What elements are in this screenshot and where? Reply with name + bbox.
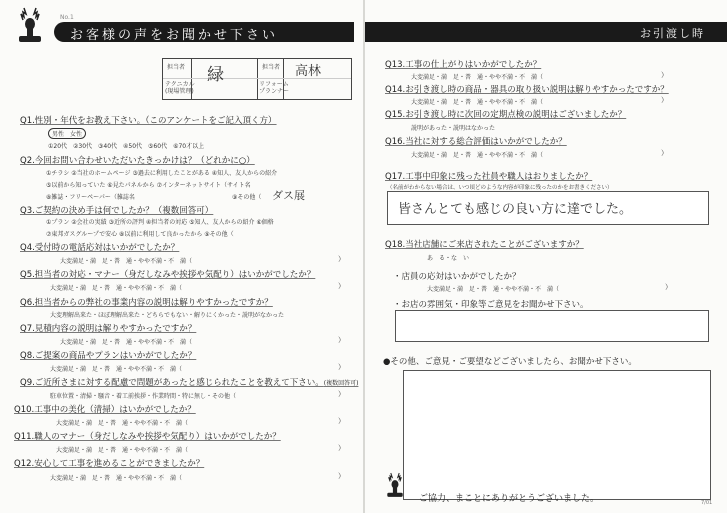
q12-rating[interactable]: 大変満足・満 足・普 通・やや不満・不 満（ (50, 475, 183, 482)
staff-label-reform: リフォーム プランナー (259, 81, 290, 95)
builder-staff-name: 高林 (295, 64, 322, 79)
q1-age[interactable]: ①20代 ②30代 ③40代 ④50代 ⑤60代 ⑥70才以上 (48, 143, 205, 150)
q1-label: Q1.性別・年代をお教え下さい。（このアンケートをご記入頂く方） (20, 116, 277, 126)
form-code: 7/01 (701, 500, 713, 506)
q6-label: Q6.担当者からの弊社の事業内容の説明は解りやすかったですか？ (20, 298, 273, 308)
q8-rating[interactable]: 大変満足・満 足・普 通・やや不満・不 満（ (50, 366, 183, 373)
q17-answer-box[interactable] (387, 191, 709, 225)
staff-label-code: テクニカル (現場管理) (165, 81, 195, 95)
q2-label: Q2.今回お問い合わせいただいたきっかけは？（どれかに○） (20, 156, 255, 166)
sales-staff-name: 緑 (207, 65, 224, 85)
q14-rating[interactable]: 大変満足・満 足・普 通・やや不満・不 満（ (411, 99, 544, 106)
q16-label: Q16.当社に対する総合評価はいかがでしたか？ (385, 137, 567, 147)
deer-logo-icon (381, 470, 409, 500)
right-header-bar (365, 22, 727, 42)
q8-label: Q8.ご提案の商品やプランはいかがでしたか？ (20, 351, 197, 361)
q3-label: Q3.ご契約の決め手は何でしたか？（複数回答可） (20, 206, 214, 216)
q9-rating[interactable]: 駐車位置・清掃・騒音・着工前挨拶・作業時間・特に無し・その他（ (50, 393, 237, 400)
q4-label: Q4.受付時の電話応対はいかがでしたか？ (20, 243, 180, 253)
q5-label: Q5.担当者の対応・マナー（身だしなみや挨拶や気配り）はいかがでしたか？ (20, 270, 316, 280)
right-page: お引渡し時 Q13.工事の仕上がりはいかがでしたか？ 大変満足・満 足・普 通・やや不満・不 満（ ） Q14.お引き渡し時の商品・器具の取り扱い説明は解りやすかったですか？ 大変満足・満 足・普 通・やや不満・不 満（ ） Q15.お引き渡し時に次回の定期点検の説明はございましたか？ 説明があった・説明はなかった Q16.当社に対する総合評価はいかがでしたか？ 大変満足・満 足・普 通・やや不満・不 満（ ） Q17.工事中印象に残った社員や職人はおりましたか？ （名前がわからない場合は、いつ頃どのような内容が印象に残ったのかをお書きください） 皆さんとても感じの良い方に達でした。 Q18.当社店舗にご来店されたことがございますか？ あ る・な い ・店員の応対はいかがでしたか？ 大変満足・満 足・普 通・やや不満・不 満（ ） ・お店の雰囲気・印象等ご意見をお聞かせ下さい。 ●その他、ご意見・ご要望などございましたら、お聞かせ下さい。 ご協力、まことにありがとうございました。 7/01 (365, 0, 727, 513)
q3-option-line[interactable]: ①プラン ②会社の実績 ③近所の評判 ④担当者の対応 ⑤知人、友人からの紹介 ⑥価格 (46, 219, 274, 226)
other-comments-label: ●その他、ご意見・ご要望などございましたら、お聞かせ下さい。 (383, 357, 637, 367)
q2-option-line[interactable]: ⑨その他（ (232, 194, 262, 201)
store-atmosphere-box[interactable] (395, 310, 709, 342)
staff-table (162, 58, 352, 100)
title-banner (54, 22, 354, 42)
q5-rating[interactable]: 大変満足・満 足・普 通・やや不満・不 満（ (50, 285, 183, 292)
store-staff-rating[interactable]: 大変満足・満 足・普 通・やや不満・不 満（ (427, 286, 560, 293)
q15-rating[interactable]: 説明があった・説明はなかった (411, 125, 495, 132)
q17-label: Q17.工事中印象に残った社員や職人はおりましたか？ (385, 172, 593, 182)
q7-rating[interactable]: 大変満足・満 足・普 通・やや不満・不 満（ (60, 339, 193, 346)
q6-rating[interactable]: 大変理解出来た・ほぼ理解出来た・どちらでもない・解りにくかった・説明がなかった (50, 312, 284, 319)
deer-logo-icon (10, 6, 50, 44)
q16-rating[interactable]: 大変満足・満 足・普 通・やや不満・不 満（ (411, 152, 544, 159)
q11-label: Q11.職人のマナー（身だしなみや挨拶や気配り）はいかがでしたか？ (14, 432, 281, 442)
staff-label-builder: 担当者 (262, 64, 281, 71)
q2-option-line[interactable]: ①チラシ ②当社のホームページ ③過去に利用したことがある ④知人、友人からの紹介 (46, 170, 278, 177)
q10-rating[interactable]: 大変満足・満 足・普 通・やや不満・不 満（ (56, 420, 189, 427)
left-page: No.1 お客様の声をお聞かせ下さい 担当者 テクニカル (現場管理) 緑 担当者 リフォーム プランナー 高林 Q1.性別・年代をお教え下さい。（このアンケートをご記入頂く方） 男性 女性 ①20代 ②30代 ③40代 ④50代 ⑤60代 ⑥70才以上 Q2.今回お問い合わせいただいたきっかけは？（どれかに○） ①チラシ ②当社のホームページ ③過去に利用したことがある ④知人、友人からの紹介 ⑤以前から知っていた ⑥見たパネルから ⑦インターネットサイト（サイト名 ⑧雑誌・フリーペーパー（雑誌名 ⑨その他（ ダス展 Q3.ご契約の決め手は何でしたか？（複数回答可） ①プラン ②会社の実績 ③近所の評判 ④担当者の対応 ⑤知人、友人からの紹介 ⑥価格 ⑦東邦ガスグループで安心 ⑧以前に利用して良かったから ⑨その他（ Q4.受付時の電話応対はいかがでしたか？ 大変満足・満 足・普 通・やや不満・不 満（ ） Q5.担当者の対応・マナー（身だしなみや挨拶や気配り）はいかがでしたか？ 大変満足・満 足・普 通・やや不満・不 満（ ） Q6.担当者からの弊社の事業内容の説明は解りやすかったですか？ 大変理解出来た・ほぼ理解出来た・どちらでもない・解りにくかった・説明がなかった Q7.見積内容の説明は解りやすかったですか？ 大変満足・満 足・普 通・やや不満・不 満（ ） Q8.ご提案の商品やプランはいかがでしたか？ 大変満足・満 足・普 通・やや不満・不 満（ ） Q9.ご近所さまに対する配慮で問題があったと感じられたことを教えて下さい。(複数回答可) 駐車位置・清掃・騒音・着工前挨拶・作業時間・特に無し・その他（ ） Q10.工事中の美化（清掃）はいかがでしたか？ 大変満足・満 足・普 通・やや不満・不 満（ ） Q11.職人のマナー（身だしなみや挨拶や気配り）はいかがでしたか？ 大変満足・満 足・普 通・やや不満・不 満（ ） Q12.安心して工事を進めることができましたか？ 大変満足・満 足・普 通・やや不満・不 満（ ） (0, 0, 363, 513)
q15-label: Q15.お引き渡し時に次回の定期点検の説明はございましたか？ (385, 110, 627, 120)
q10-label: Q10.工事中の美化（清掃）はいかがでしたか？ (14, 405, 196, 415)
staff-label-sales: 担当者 (167, 64, 186, 71)
q3-option-line[interactable]: ⑦東邦ガスグループで安心 ⑧以前に利用して良かったから ⑨その他（ (46, 231, 234, 238)
q18-label: Q18.当社店舗にご来店されたことがございますか？ (385, 240, 584, 250)
q13-rating[interactable]: 大変満足・満 足・普 通・やや不満・不 満（ (411, 74, 544, 81)
thank-you-text: ご協力、まことにありがとうございました。 (419, 494, 600, 504)
store-atmosphere-question: ・お店の雰囲気・印象等ご意見をお聞かせ下さい。 (393, 300, 589, 310)
q2-option-line[interactable]: ⑤以前から知っていた ⑥見たパネルから ⑦インターネットサイト（サイト名 (46, 182, 251, 189)
q7-label: Q7.見積内容の説明は解りやすかったですか？ (20, 324, 197, 334)
q12-label: Q12.安心して工事を進めることができましたか？ (14, 459, 205, 469)
store-staff-question: ・店員の応対はいかがでしたか？ (393, 272, 521, 282)
q18-rating[interactable]: あ る・な い (427, 255, 470, 262)
other-comments-box[interactable] (403, 370, 711, 500)
q11-rating[interactable]: 大変満足・満 足・普 通・やや不満・不 満（ (56, 447, 189, 454)
page-number: No.1 (60, 14, 74, 21)
q9-label: Q9.ご近所さまに対する配慮で問題があったと感じられたことを教えて下さい。(複数回答可) (20, 378, 359, 388)
q14-label: Q14.お引き渡し時の商品・器具の取り扱い説明は解りやすかったですか？ (385, 85, 669, 95)
right-header-title: お引渡し時 (640, 27, 705, 40)
q17-note: （名前がわからない場合は、いつ頃どのような内容が印象に残ったのかをお書きください） (387, 185, 613, 191)
q13-label: Q13.工事の仕上がりはいかがでしたか？ (385, 60, 542, 70)
page-title: お客様の声をお聞かせ下さい (70, 28, 279, 43)
q17-handwritten-answer: 皆さんとても感じの良い方に達でした。 (398, 202, 633, 217)
q4-rating[interactable]: 大変満足・満 足・普 通・やや不満・不 満（ (60, 258, 193, 265)
q2-handwritten-answer: ダス展 (272, 189, 305, 202)
q1-gender[interactable]: 男性 女性 (48, 128, 86, 139)
q2-option-line[interactable]: ⑧雑誌・フリーペーパー（雑誌名 (46, 194, 135, 201)
